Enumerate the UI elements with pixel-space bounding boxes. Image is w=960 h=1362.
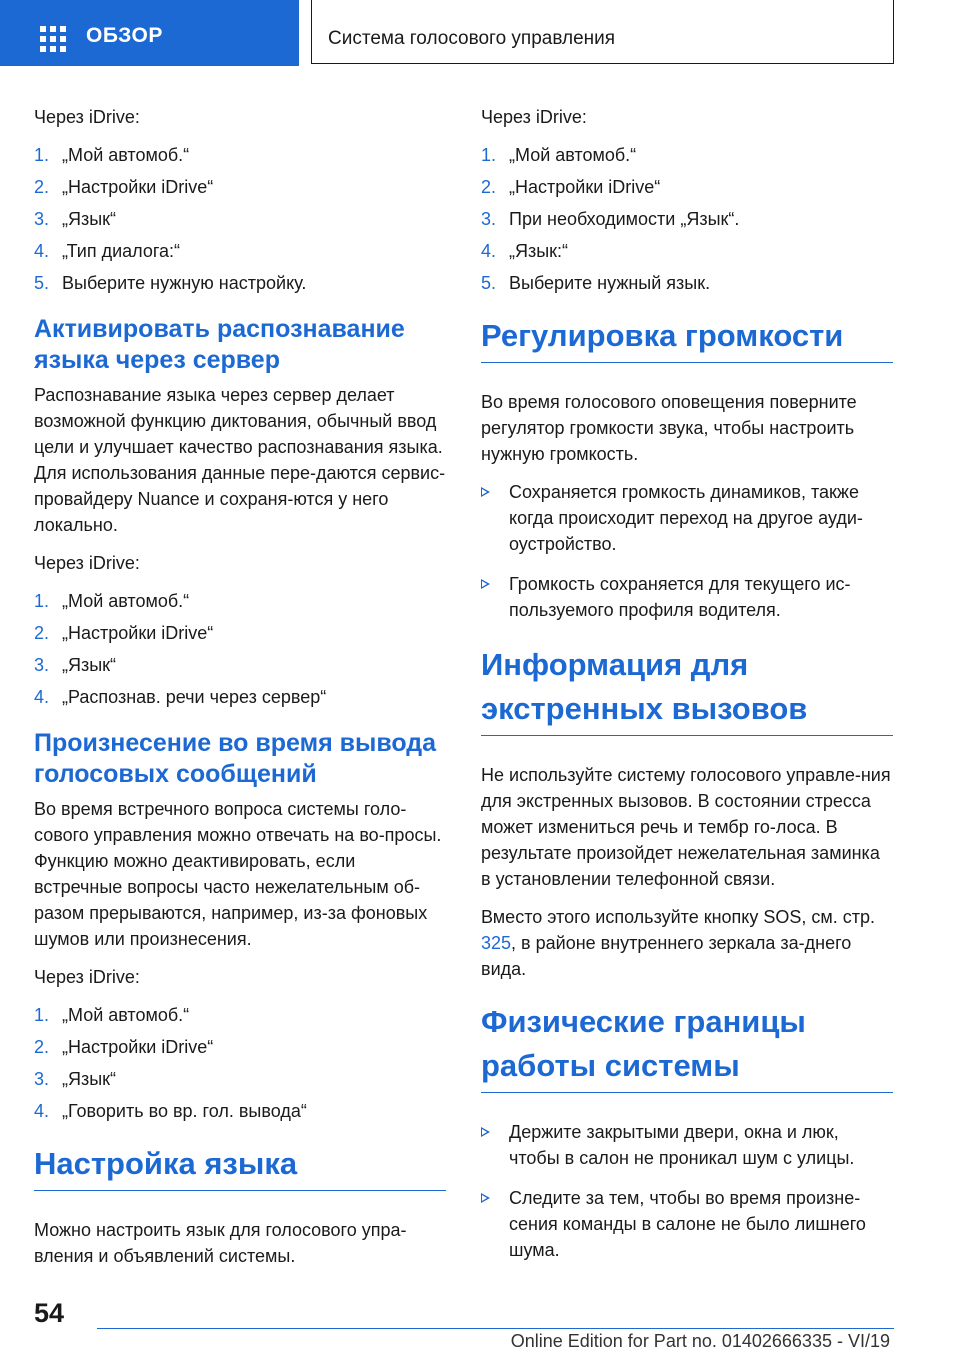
speak-during-output-paragraph: Во время встречного вопроса системы голо-сового управления можно отвечать на во-просы. Функцию можно деактивировать, если встречные вопросы часто нежелательным об-разом прерываются, например, из-за фоновых шумов или произнесения.	[34, 799, 442, 949]
steps-server-recognition	[34, 588, 446, 710]
step-item: 2. „Настройки iDrive“	[34, 623, 214, 643]
step-item: 2. „Настройки iDrive“	[34, 1037, 214, 1057]
step-item: 1. „Мой автомоб.“	[481, 145, 637, 165]
left-column	[34, 104, 446, 1281]
via-idrive-label: Через iDrive:	[34, 967, 140, 987]
via-idrive-label: Через iDrive:	[481, 107, 587, 127]
chapter-title-box	[311, 0, 894, 64]
right-column	[481, 104, 893, 1283]
volume-paragraph: Во время голосового оповещения поверните регулятор громкости звука, чтобы настроить нужную громкость.	[481, 392, 857, 464]
step-item: 1. „Мой автомоб.“	[34, 1005, 190, 1025]
section-heading-physical-limits: Физические границы работы системы	[481, 1000, 893, 1093]
step-item: 4. „Распознав. речи через сервер“	[34, 687, 327, 707]
section-heading-speak-during-output: Произнесение во время вывода голосовых сообщений	[34, 729, 437, 788]
bullet-item: Сохраняется громкость динамиков, также когда происходит переход на другое ауди-оустройство.	[481, 479, 893, 557]
step-item: 3. „Язык“	[34, 655, 117, 675]
page-header	[0, 0, 960, 66]
triangle-bullet-icon	[481, 1127, 490, 1137]
emergency-calls-paragraph: Не используйте систему голосового управле-ния для экстренных вызовов. В состоянии стресса может измениться речь и тембр го-лоса. В результате произойдет нежелательная заминка в установлении телефонной связи.	[481, 765, 891, 889]
step-item: 2. „Настройки iDrive“	[34, 177, 214, 197]
step-item: 1. „Мой автомоб.“	[34, 591, 190, 611]
triangle-bullet-icon	[481, 487, 490, 497]
steps-language	[481, 142, 893, 296]
grid-menu-icon	[40, 26, 66, 52]
section-heading-volume: Регулировка громкости	[481, 314, 893, 363]
chapter-title: Система голосового управления	[328, 28, 616, 49]
section-heading-server-recognition: Активировать распознавание языка через сервер	[34, 315, 405, 374]
steps-dialog-type	[34, 142, 446, 296]
via-idrive-label: Через iDrive:	[34, 107, 140, 127]
language-setting-paragraph: Можно настроить язык для голосового упра-вления и объявлений системы.	[34, 1220, 407, 1266]
bullet-item: Держите закрытыми двери, окна и люк, чтобы в салон не проникал шум с улицы.	[481, 1119, 893, 1171]
overview-nav-tab[interactable]	[0, 0, 299, 66]
physical-limits-bullets	[481, 1119, 893, 1263]
steps-speak-during-output	[34, 1002, 446, 1124]
sos-button-paragraph: Вместо этого используйте кнопку SOS, см. стр. 325, в районе внутреннего зеркала за-днего вида.	[481, 907, 876, 979]
volume-bullets	[481, 479, 893, 623]
page-number: 54	[34, 1298, 65, 1328]
overview-label: ОБЗОР	[86, 24, 163, 47]
via-idrive-label: Через iDrive:	[34, 553, 140, 573]
step-item: 1. „Мой автомоб.“	[34, 145, 190, 165]
section-heading-language-setting: Настройка языка	[34, 1142, 446, 1191]
step-item: 4. „Язык:“	[481, 241, 569, 261]
step-item: 4. „Говорить во вр. гол. вывода“	[34, 1101, 307, 1121]
step-item: 3. „Язык“	[34, 1069, 117, 1089]
step-item: 3. При необходимости „Язык“.	[481, 209, 740, 229]
step-item: 3. „Язык“	[34, 209, 117, 229]
triangle-bullet-icon	[481, 1193, 490, 1203]
triangle-bullet-icon	[481, 579, 490, 589]
step-item: 5. Выберите нужную настройку.	[34, 273, 307, 293]
server-recognition-paragraph: Распознавание языка через сервер делает возможной функцию диктования, обычный ввод цели и улучшает качество распознавания языка. Для использования данные пере-даются сервис-провайдеру Nuance и сохраня-ются у него локально.	[34, 385, 446, 535]
step-item: 5. Выберите нужный язык.	[481, 273, 711, 293]
section-heading-emergency-calls: Информация для экстренных вызовов	[481, 643, 893, 736]
step-item: 2. „Настройки iDrive“	[481, 177, 661, 197]
bullet-item: Следите за тем, чтобы во время произне-сения команды в салоне не было лишнего шума.	[481, 1185, 893, 1263]
step-item: 4. „Тип диалога:“	[34, 241, 181, 261]
edition-footer: Online Edition for Part no. 01402666335 - VI/19	[510, 1331, 890, 1351]
footer-divider	[97, 1328, 894, 1329]
page-reference-link[interactable]: 325	[481, 933, 512, 953]
bullet-item: Громкость сохраняется для текущего ис-пользуемого профиля водителя.	[481, 571, 893, 623]
